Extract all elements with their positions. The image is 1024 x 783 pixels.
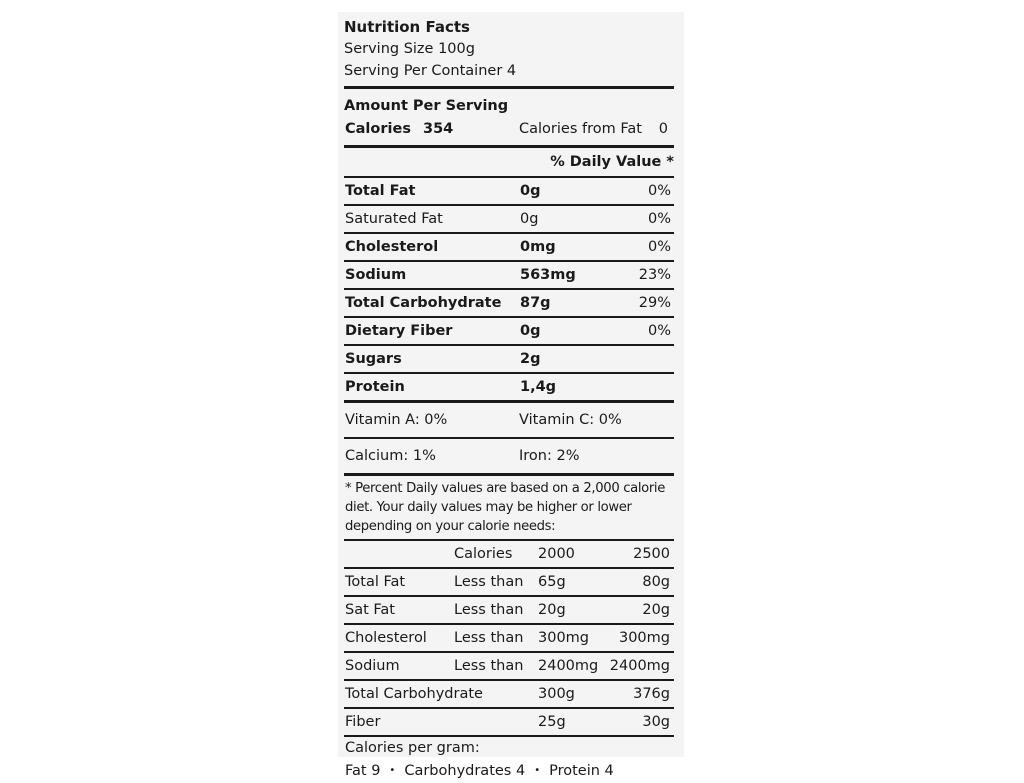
nutrient-daily-value: 0% <box>647 183 671 199</box>
reference-row <box>344 653 674 679</box>
reference-cell: Less than <box>454 658 524 674</box>
nutrient-row <box>344 178 674 204</box>
reference-cell: 300mg <box>538 630 590 646</box>
nutrition-facts-label <box>344 16 674 783</box>
reference-row <box>344 625 674 651</box>
reference-cell: 300mg <box>618 630 670 646</box>
nutrient-daily-value: 29% <box>638 295 671 311</box>
reference-cell: 20g <box>538 602 566 618</box>
footnote: * Percent Daily values are based on a 2,000 calorie diet. Your daily values may be higher or lower depending on your calorie needs: <box>345 481 666 534</box>
nutrient-amount: 0g <box>520 211 539 227</box>
calories-label: Calories <box>345 121 411 137</box>
nutrient-daily-value: 0% <box>647 211 671 227</box>
amount-per-serving: Amount Per Serving <box>344 98 509 114</box>
bullet-separator: • <box>534 765 541 776</box>
reference-cell: Fiber <box>345 714 381 730</box>
nutrient-amount: 2g <box>520 351 541 367</box>
nutrient-list <box>344 178 674 403</box>
nutrient-name: Saturated Fat <box>345 211 443 227</box>
vitamin-a: Vitamin A: 0% <box>345 412 448 428</box>
reference-header-cell: 2500 <box>633 546 670 562</box>
nutrient-row <box>344 206 674 232</box>
reference-cell: 30g <box>642 714 670 730</box>
nutrient-amount: 0mg <box>520 239 556 255</box>
reference-cell: 2400mg <box>538 658 599 674</box>
cpg-carbohydrates: Carbohydrates 4 <box>404 763 526 779</box>
reference-row <box>344 569 674 595</box>
nutrient-amount: 0g <box>520 323 541 339</box>
nutrient-amount: 1,4g <box>520 379 557 395</box>
calories-row <box>344 117 674 141</box>
reference-header-cell: 2000 <box>538 546 575 562</box>
iron: Iron: 2% <box>519 448 580 464</box>
reference-cell: Less than <box>454 602 524 618</box>
nutrient-name: Total Carbohydrate <box>345 295 502 311</box>
cpg-protein: Protein 4 <box>549 763 614 779</box>
nutrient-row <box>344 262 674 288</box>
reference-cell: 65g <box>538 574 566 590</box>
reference-header-row <box>344 541 674 567</box>
reference-cell: Total Carbohydrate <box>345 686 483 702</box>
calcium: Calcium: 1% <box>345 448 436 464</box>
nutrient-daily-value: 23% <box>638 267 671 283</box>
nutrient-name: Total Fat <box>345 183 416 199</box>
cpg-fat: Fat 9 <box>345 763 381 779</box>
reference-cell: Total Fat <box>345 574 406 590</box>
nutrient-daily-value: 0% <box>647 323 671 339</box>
reference-cell: Less than <box>454 574 524 590</box>
servings-per-container: Serving Per Container 4 <box>344 63 517 79</box>
nutrient-name: Sugars <box>345 351 402 367</box>
reference-row <box>344 709 674 735</box>
reference-cell: Sodium <box>345 658 400 674</box>
nutrient-name: Sodium <box>345 267 407 283</box>
vitamins-row <box>344 403 674 437</box>
reference-cell: Less than <box>454 630 524 646</box>
label-title: Nutrition Facts <box>344 18 470 36</box>
serving-size: Serving Size 100g <box>344 41 475 57</box>
nutrient-amount: 0g <box>520 183 541 199</box>
nutrient-row <box>344 318 674 344</box>
bullet-separator: • <box>389 765 396 776</box>
nutrient-daily-value: 0% <box>647 239 671 255</box>
nutrient-row <box>344 234 674 260</box>
minerals-row <box>344 439 674 473</box>
nutrient-name: Protein <box>345 379 405 395</box>
calories-value: 354 <box>423 121 454 137</box>
nutrient-name: Cholesterol <box>345 239 439 255</box>
reference-row <box>344 681 674 707</box>
reference-cell: 20g <box>642 602 670 618</box>
reference-cell: Cholesterol <box>345 630 427 646</box>
calories-per-gram-line <box>344 759 674 783</box>
reference-cell: 300g <box>538 686 575 702</box>
reference-cell: 25g <box>538 714 566 730</box>
nutrient-amount: 563mg <box>520 267 576 283</box>
reference-cell: Sat Fat <box>345 602 395 618</box>
calories-from-fat-label: Calories from Fat <box>519 121 642 137</box>
nutrient-row <box>344 374 674 400</box>
nutrient-name: Dietary Fiber <box>345 323 453 339</box>
nutrient-row <box>344 346 674 372</box>
reference-cell: 80g <box>642 574 670 590</box>
reference-table <box>344 569 674 737</box>
nutrient-amount: 87g <box>520 295 551 311</box>
nutrient-row <box>344 290 674 316</box>
reference-row <box>344 597 674 623</box>
vitamin-c: Vitamin C: 0% <box>519 412 622 428</box>
reference-cell: 2400mg <box>609 658 670 674</box>
reference-cell: 376g <box>633 686 670 702</box>
calories-per-gram-label: Calories per gram: <box>345 740 480 756</box>
calories-from-fat-value: 0 <box>658 121 668 137</box>
daily-value-header: % Daily Value * <box>550 154 674 170</box>
reference-header-cell: Calories <box>454 546 513 562</box>
